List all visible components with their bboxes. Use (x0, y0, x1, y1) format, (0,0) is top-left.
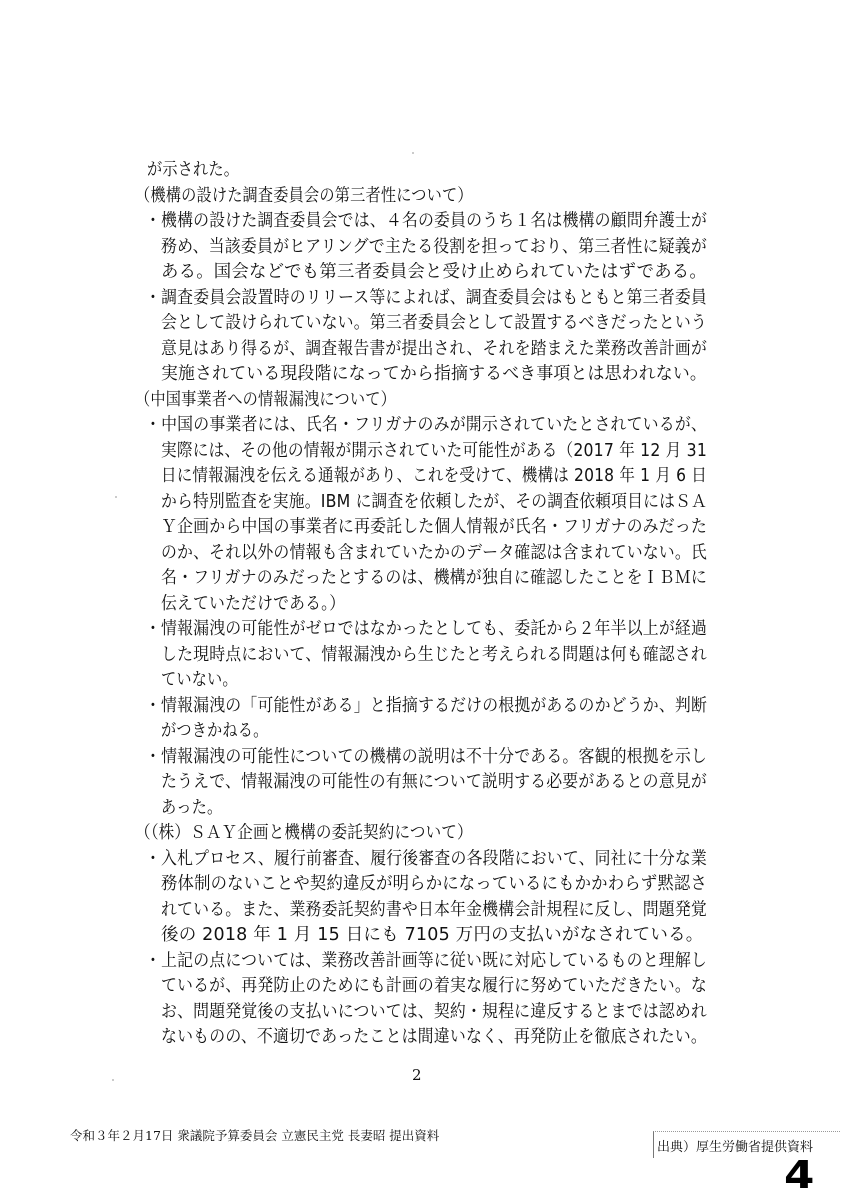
section-heading: （（株）ＳＡＹ企画と機構の委託契約について） (135, 823, 473, 843)
text-line: 会として設けられていない。第三者委員会として設置するべきだったという (161, 313, 707, 333)
text-line: から特別監査を実施。IBM に調査を依頼したが、その調査依頼項目にはＳＡ (161, 492, 707, 512)
text-line: ・情報漏洩の「可能性がある」と指摘するだけの根拠があるのかどうか、判断 (145, 696, 707, 716)
text-line: ある。国会などでも第三者委員会と受け止められていたはずである。 (161, 262, 707, 282)
text-line: 実際には、その他の情報が開示されていた可能性がある（2017 年 12 月 31 (161, 441, 707, 461)
handwritten-page-number: 4 (784, 1153, 815, 1197)
text-line: ・情報漏洩の可能性がゼロではなかったとしても、委託から２年半以上が経過 (145, 619, 707, 639)
section-heading: （機構の設けた調査委員会の第三者性について） (135, 186, 473, 206)
scan-speck (412, 152, 414, 154)
text-line: ・入札プロセス、履行前審査、履行後審査の各段階において、同社に十分な業 (145, 849, 707, 869)
text-line: ・上記の点については、業務改善計画等に従い既に対応しているものと理解し (145, 951, 707, 971)
text-line: した現時点において、情報漏洩から生じたと考えられる問題は何も確認され (161, 645, 707, 665)
text-line: たうえで、情報漏洩の可能性の有無について説明する必要があるとの意見が (161, 772, 707, 792)
text-line: あった。 (161, 798, 223, 818)
page-number: 2 (412, 1066, 422, 1084)
text-line: れている。また、業務委託契約書や日本年金機構会計規程に反し、問題発覚 (161, 900, 707, 920)
text-line: ていない。 (161, 670, 238, 690)
submission-note: 令和３年２月17日 衆議院予算委員会 立憲民主党 長妻昭 提出資料 (70, 1128, 440, 1143)
text-line: ・機構の設けた調査委員会では、４名の委員のうち１名は機構の顧問弁護士が (145, 211, 707, 231)
text-line: 務め、当該委員がヒアリングで主たる役割を担っており、第三者性に疑義が (161, 237, 707, 257)
scan-speck (112, 1079, 114, 1081)
source-label: 出典）厚生労働省提供資料 (657, 1140, 814, 1155)
text-line: ・中国の事業者には、氏名・フリガナのみが開示されていたとされているが、 (145, 415, 707, 435)
text-line: 意見はあり得るが、調査報告書が提出され、それを踏まえた業務改善計画が (161, 339, 707, 359)
text-line: お、問題発覚後の支払いについては、契約・規程に違反するとまでは認めれ (161, 1002, 707, 1022)
section-heading: （中国事業者への情報漏洩について） (135, 390, 396, 410)
text-line: 実施されている現段階になってから指摘するべき事項とは思われない。 (161, 364, 707, 384)
text-line: がつきかねる。 (161, 721, 269, 741)
text-line: ないものの、不適切であったことは間違いなく、再発防止を徹底されたい。 (161, 1027, 707, 1047)
text-line: Ｙ企画から中国の事業者に再委託した個人情報が氏名・フリガナのみだった (161, 517, 707, 537)
text-line: が示された。 (147, 160, 240, 180)
text-line: 務体制のないことや契約違反が明らかになっているにもかかわらず黙認さ (161, 874, 707, 894)
text-line: のか、それ以外の情報も含まれていたかのデータ確認は含まれていない。氏 (161, 543, 707, 563)
text-line: 伝えていただけである。） (161, 594, 346, 614)
text-line: ・情報漏洩の可能性についての機構の説明は不十分である。客観的根拠を示し (145, 747, 707, 767)
text-line: 名・フリガナのみだったとするのは、機構が独自に確認したことをＩＢＭに (161, 568, 707, 588)
text-line: 日に情報漏洩を伝える通報があり、これを受けて、機構は 2018 年 1 月 6 日 (161, 466, 707, 486)
scan-speck (115, 496, 117, 498)
text-line: 後の 2018 年 1 月 15 日にも 7105 万円の支払いがなされている。 (161, 925, 704, 945)
text-line: ・調査委員会設置時のリリース等によれば、調査委員会はもともと第三者委員 (145, 288, 707, 308)
text-line: ているが、再発防止のためにも計画の着実な履行に努めていただきたい。な (161, 976, 707, 996)
